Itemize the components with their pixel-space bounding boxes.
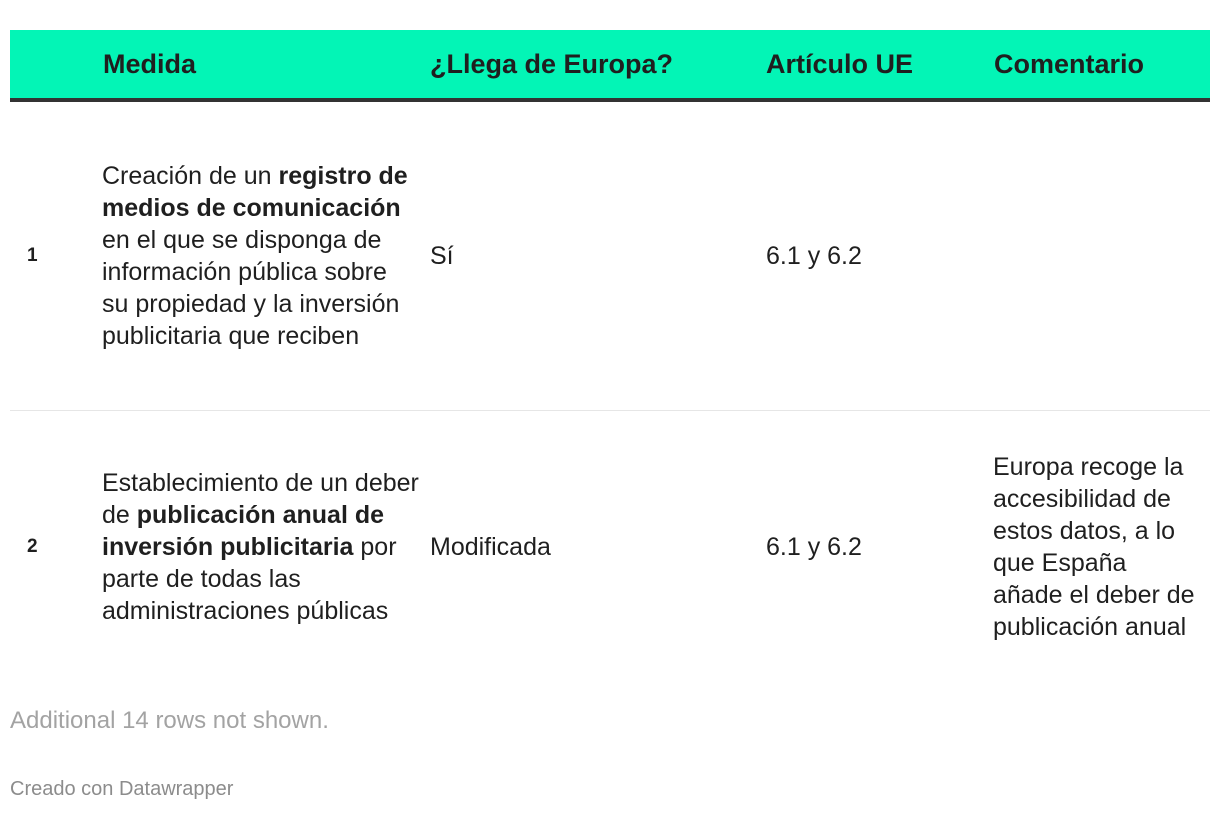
cell-llega-de-europa: Modificada (430, 533, 551, 561)
table-body (10, 100, 1210, 683)
cell-medida (102, 411, 430, 684)
credit-link[interactable]: Creado con Datawrapper (10, 778, 234, 800)
header-comentario[interactable]: Comentario (993, 30, 1210, 100)
row-number: 2 (27, 536, 38, 557)
header-medida[interactable]: Medida (102, 30, 430, 100)
medida-bold-text: publicación anual de inversión publicitaria (102, 501, 385, 561)
header-articulo-ue[interactable]: Artículo UE (766, 30, 993, 100)
data-table-container (10, 30, 1210, 683)
medida-text: Creación de un (102, 162, 279, 190)
table-row (10, 100, 1210, 411)
cell-medida (102, 100, 430, 411)
table-row (10, 411, 1210, 684)
table-notes: Additional 14 rows not shown. (10, 707, 329, 734)
header-num (10, 30, 102, 100)
cell-llega-de-europa: Sí (430, 100, 766, 411)
medida-bold-text: registro de medios de comunicación (102, 162, 408, 222)
cell-comentario: Europa recoge la accesibilidad de estos datos, a lo que España añade el deber de publicación anual (993, 453, 1195, 641)
medida-text: Establecimiento de un deber de (102, 469, 419, 529)
cell-comentario (993, 100, 1210, 411)
data-table (10, 30, 1210, 683)
medida-text: por parte de todas las administraciones públicas (102, 533, 397, 625)
row-number: 1 (10, 100, 102, 411)
medida-text: en el que se disponga de información pública sobre su propiedad y la inversión publicitaria que reciben (102, 226, 400, 350)
table-header (10, 30, 1210, 100)
cell-articulo-ue: 6.1 y 6.2 (766, 100, 993, 411)
cell-articulo-ue: 6.1 y 6.2 (766, 533, 862, 561)
header-llega-de-europa[interactable]: ¿Llega de Europa? (430, 30, 766, 100)
header-row (10, 30, 1210, 100)
